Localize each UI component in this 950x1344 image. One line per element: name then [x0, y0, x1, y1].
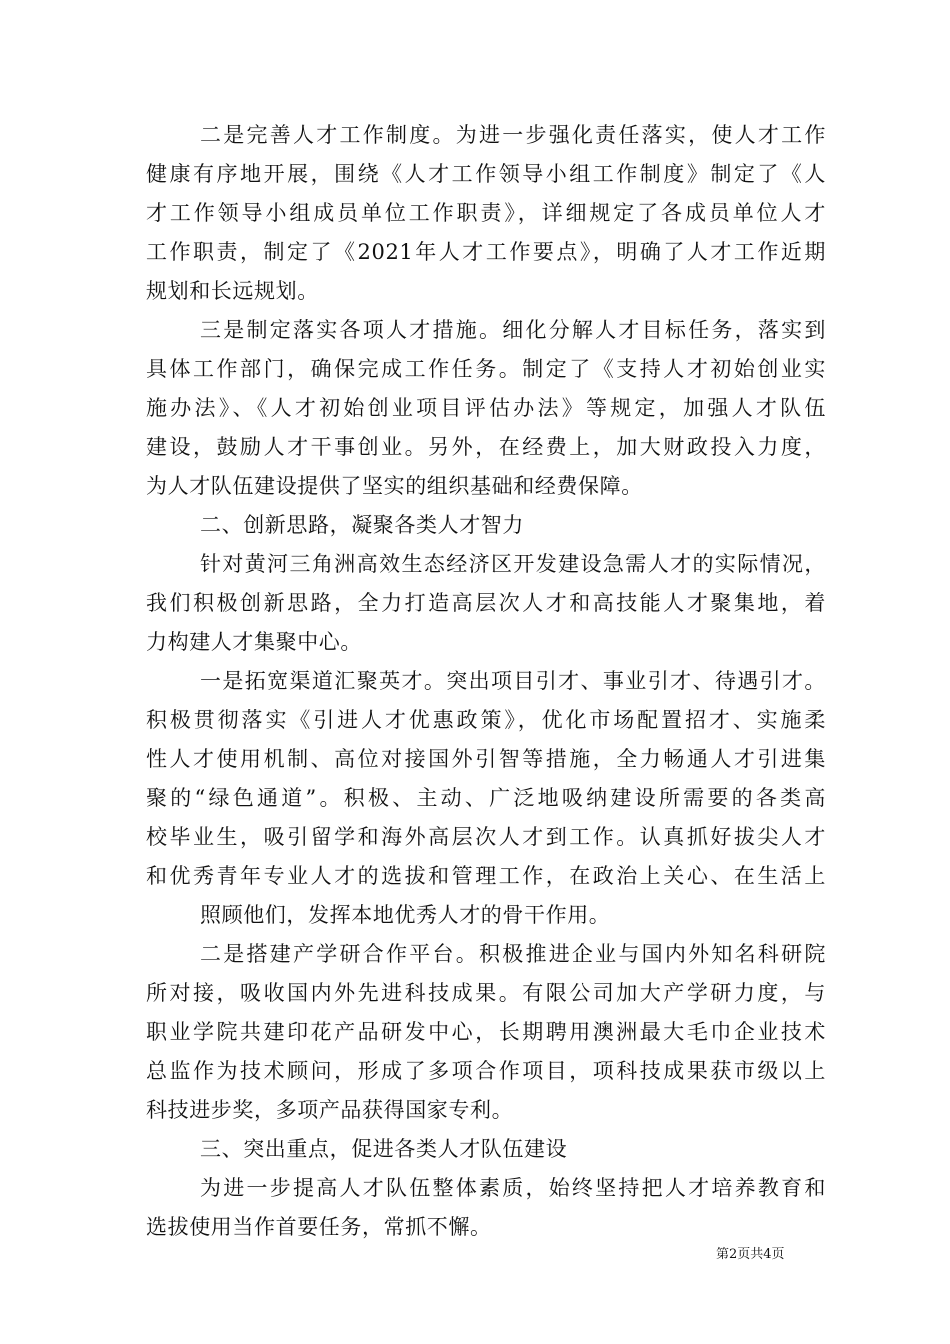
paragraph-line: 建设，鼓励人才干事创业。另外，在经费上，加大财政投入力度，	[146, 435, 826, 459]
paragraph-line: 一是拓宽渠道汇聚英才。突出项目引才、事业引才、待遇引才。	[200, 669, 826, 693]
paragraph-line: 具体工作部门，确保完成工作任务。制定了《支持人才初始创业实	[146, 357, 826, 381]
paragraph-line: 聚的“绿色通道”。积极、主动、广泛地吸纳建设所需要的各类高	[146, 786, 826, 810]
paragraph-line: 照顾他们，发挥本地优秀人才的骨干作用。	[200, 903, 611, 927]
paragraph-line: 职业学院共建印花产品研发中心，长期聘用澳洲最大毛巾企业技术	[146, 1020, 826, 1044]
paragraph-line: 规划和长远规划。	[146, 279, 319, 303]
paragraph-line: 二是完善人才工作制度。为进一步强化责任落实，使人才工作	[200, 123, 826, 147]
paragraph-line: 施办法》、《人才初始创业项目评估办法》等规定，加强人才队伍	[146, 396, 826, 420]
paragraph-line: 为进一步提高人才队伍整体素质，始终坚持把人才培养教育和	[200, 1176, 826, 1200]
paragraph-line: 选拔使用当作首要任务，常抓不懈。	[146, 1215, 492, 1239]
paragraph-line: 二是搭建产学研合作平台。积极推进企业与国内外知名科研院	[200, 942, 826, 966]
paragraph-line: 力构建人才集聚中心。	[146, 630, 362, 654]
paragraph-line: 积极贯彻落实《引进人才优惠政策》，优化市场配置招才、实施柔	[146, 708, 826, 732]
paragraph-line: 我们积极创新思路，全力打造高层次人才和高技能人才聚集地，着	[146, 591, 826, 615]
paragraph-line: 校毕业生，吸引留学和海外高层次人才到工作。认真抓好拔尖人才	[146, 825, 826, 849]
paragraph-line: 才工作领导小组成员单位工作职责》，详细规定了各成员单位人才	[146, 201, 826, 225]
paragraph-line: 三是制定落实各项人才措施。细化分解人才目标任务，落实到	[200, 318, 826, 342]
section-heading: 三、突出重点，促进各类人才队伍建设	[200, 1137, 568, 1161]
page-number-footer: 第2页共4页	[716, 1247, 785, 1262]
paragraph-line: 和优秀青年专业人才的选拔和管理工作，在政治上关心、在生活上	[146, 864, 826, 888]
paragraph-line: 科技进步奖，多项产品获得国家专利。	[146, 1098, 514, 1122]
paragraph-line: 健康有序地开展，围绕《人才工作领导小组工作制度》制定了《人	[146, 162, 826, 186]
section-heading: 二、创新思路，凝聚各类人才智力	[200, 513, 524, 537]
paragraph-line: 为人才队伍建设提供了坚实的组织基础和经费保障。	[146, 474, 643, 498]
paragraph-line: 性人才使用机制、高位对接国外引智等措施，全力畅通人才引进集	[146, 747, 826, 771]
paragraph-line: 工作职责，制定了《2021年人才工作要点》，明确了人才工作近期	[146, 240, 826, 264]
paragraph-line: 总监作为技术顾问，形成了多项合作项目，项科技成果获市级以上	[146, 1059, 826, 1083]
paragraph-line: 针对黄河三角洲高效生态经济区开发建设急需人才的实际情况，	[200, 552, 826, 576]
paragraph-line: 所对接，吸收国内外先进科技成果。有限公司加大产学研力度，与	[146, 981, 826, 1005]
